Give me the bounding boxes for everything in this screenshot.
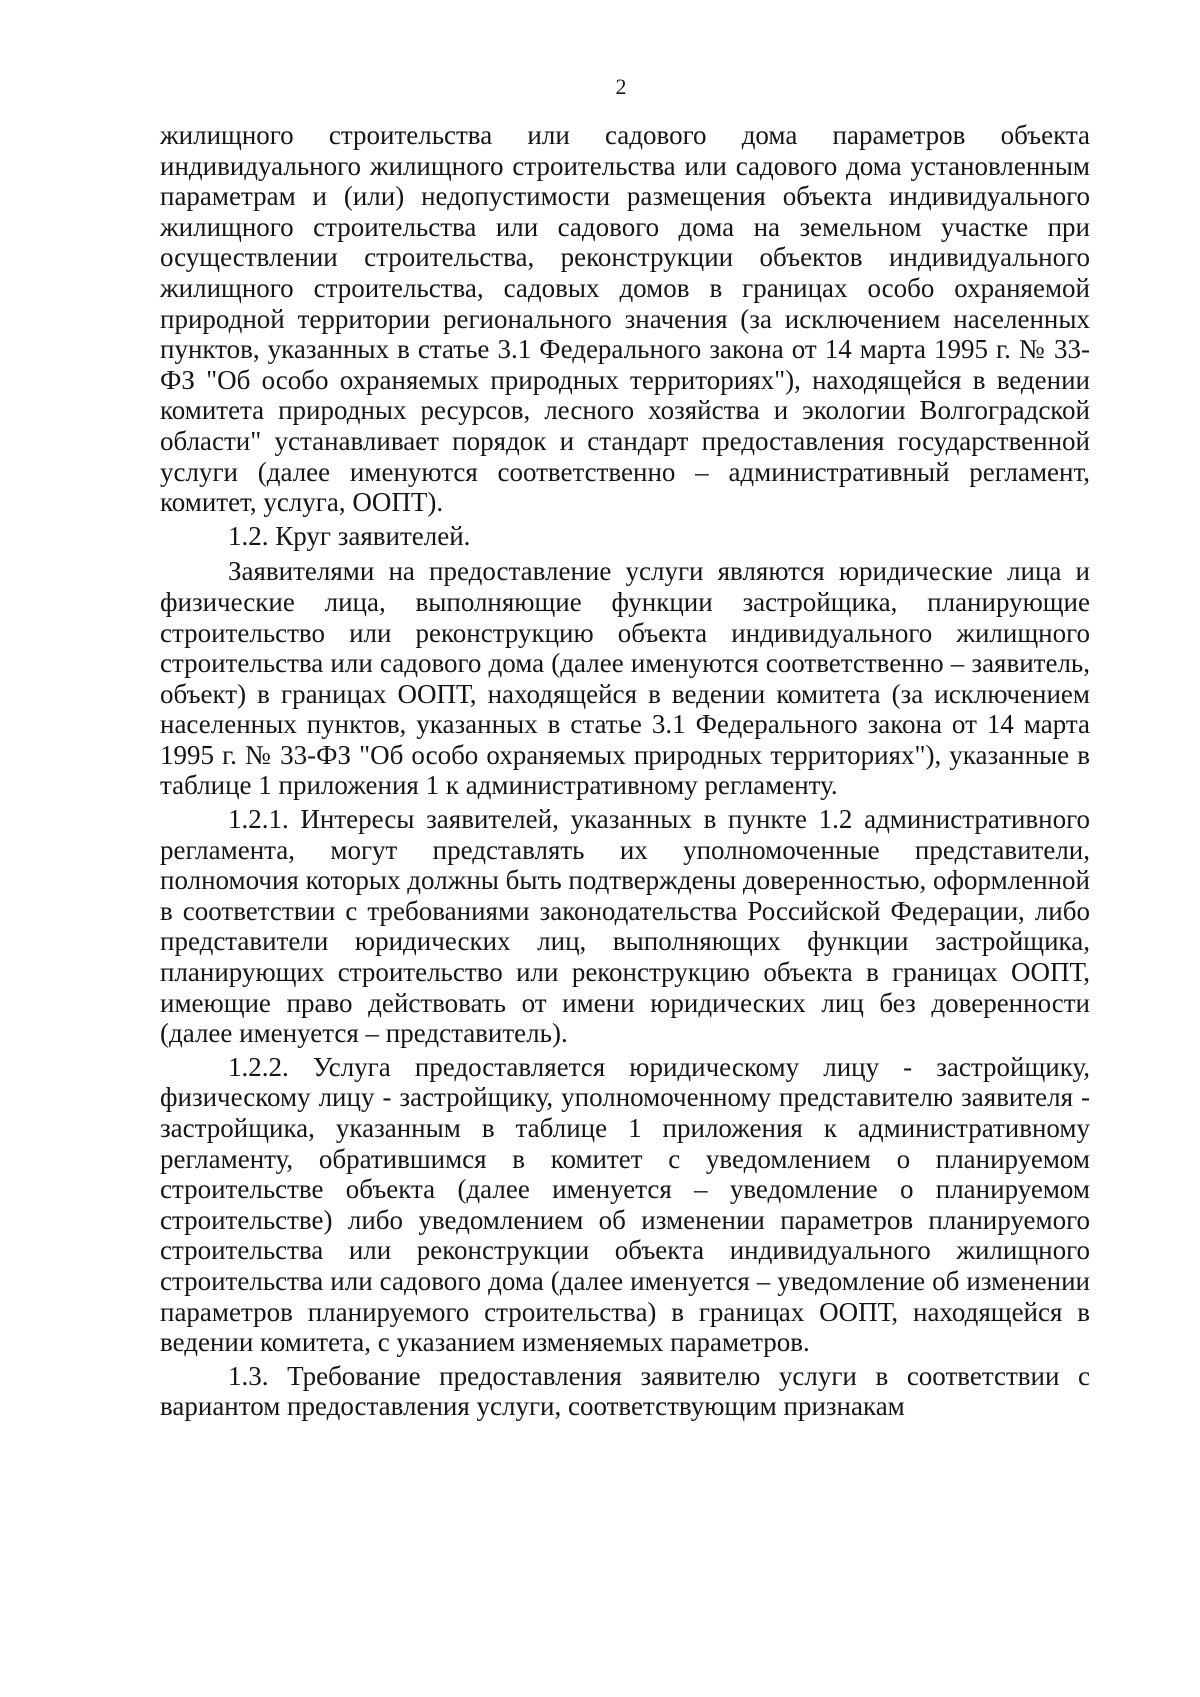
page-number: 2 bbox=[615, 74, 627, 99]
paragraph-continuation: жилищного строительства или садового дома параметров объекта индивидуального жилищного строительства или садового дома установленным параметрам и (или) недопустимости размещения объекта индивидуального жилищного строительства или садового дома на земельном участке при осуществлении строительства, реконструкции объектов индивидуального жилищного строительства, садовых домов в границах особо охраняемой природной территории регионального значения (за исключением населенных пунктов, указанных в статье 3.1 Федерального закона от 14 марта 1995 г. № 33-ФЗ "Об особо охраняемых природных территориях"), находящейся в ведении комитета природных ресурсов, лесного хозяйства и экологии Волгоградской области" устанавливает порядок и стандарт предоставления государственной услуги (далее именуются соответственно – административный регламент, комитет, услуга, ООПТ). bbox=[160, 120, 1090, 518]
paragraph-applicants: Заявителями на предоставление услуги являются юридические лица и физические лица, выполняющие функции застройщика, планирующие строительство или реконструкцию объекта индивидуального жилищного строительства или садового дома (далее именуются соответственно – заявитель, объект) в границах ООПТ, находящейся в ведении комитета (за исключением населенных пунктов, указанных в статье 3.1 Федерального закона от 14 марта 1995 г. № 33-ФЗ "Об особо охраняемых природных территориях"), указанные в таблице 1 приложения 1 к административному регламенту. bbox=[160, 556, 1090, 801]
section-heading-applicants: 1.2. Круг заявителей. bbox=[228, 520, 471, 551]
paragraph-representatives: 1.2.1. Интересы заявителей, указанных в пункте 1.2 административного регламента, могут представлять их уполномоченные представители, полномочия которых должны быть подтверждены доверенностью, оформленной в соответствии с требованиями законодательства Российской Федерации, либо представители юридических лиц, выполняющих функции застройщика, планирующих строительство или реконструкцию объекта в границах ООПТ, имеющие право действовать от имени юридических лиц без доверенности (далее именуется – представитель). bbox=[160, 804, 1091, 1049]
paragraph-service-variant: 1.3. Требование предоставления заявителю услуги в соответствии с вариантом предоставления услуги, соответствующим признакам bbox=[160, 1360, 1090, 1422]
paragraph-service-provision: 1.2.2. Услуга предоставляется юридическому лицу - застройщику, физическому лицу - застройщику, уполномоченному представителю заявителя - застройщика, указанным в таблице 1 приложения к административному регламенту, обратившимся в комитет с уведомлением о планируемом строительстве объекта (далее именуется – уведомление о планируемом строительстве) либо уведомлением об изменении параметров планируемого строительства или реконструкции объекта индивидуального жилищного строительства или садового дома (далее именуется – уведомление об изменении параметров планируемого строительства) в границах ООПТ, находящейся в ведении комитета, с указанием изменяемых параметров. bbox=[160, 1051, 1090, 1358]
document-body bbox=[160, 120, 1090, 1422]
